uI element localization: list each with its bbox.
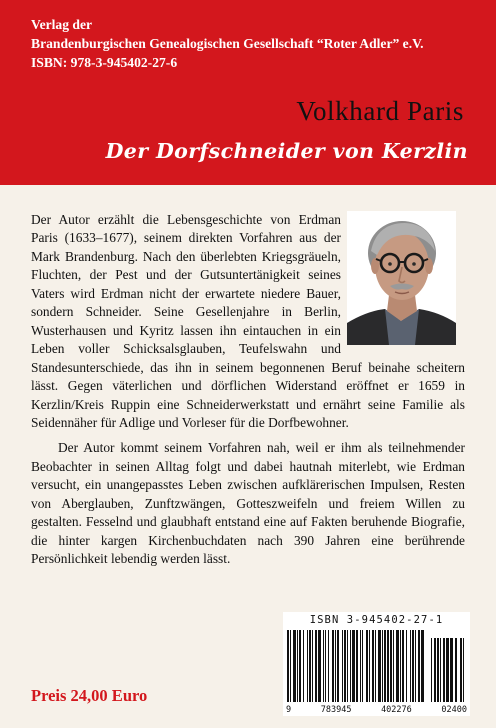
- barcode-bar: [303, 630, 304, 702]
- barcode-bar: [410, 630, 411, 702]
- barcode-bar: [312, 630, 313, 702]
- barcode-digits: [286, 705, 467, 715]
- barcode-bar: [393, 630, 394, 702]
- author-portrait-image: [347, 211, 456, 345]
- barcode-bar: [350, 630, 351, 702]
- publisher-info: [31, 15, 424, 72]
- barcode-addon-bar: [446, 638, 449, 702]
- barcode-bar: [337, 630, 339, 702]
- barcode-bar: [290, 630, 291, 702]
- barcode-bar: [342, 630, 343, 702]
- publisher-isbn: ISBN: 978-3-945402-27-6: [31, 55, 178, 70]
- publisher-line-2: Brandenburgischen Genealogischen Gesellschaft “Roter Adler” e.V.: [31, 36, 424, 51]
- barcode-bar: [412, 630, 414, 702]
- barcode-bar: [382, 630, 383, 702]
- barcode-addon-bar: [443, 638, 445, 702]
- author-photo: [347, 211, 456, 345]
- barcode-bar: [402, 630, 404, 702]
- barcode-bar: [335, 630, 336, 702]
- barcode-addon-bar: [450, 638, 453, 702]
- barcode-bar: [352, 630, 355, 702]
- barcode-bar: [356, 630, 358, 702]
- barcode-bar: [400, 630, 401, 702]
- barcode-bar: [299, 630, 301, 702]
- barcode-addon-bar: [434, 638, 436, 702]
- barcode-addon-bar: [437, 638, 439, 702]
- barcode-isbn-label: ISBN 3-945402-27-1: [309, 614, 444, 626]
- barcode-bar: [318, 630, 321, 702]
- barcode-bar: [421, 630, 424, 702]
- barcode-bar: [418, 630, 420, 702]
- barcode-bar: [325, 630, 326, 702]
- blurb-paragraph-1: Der Autor erzählt die Lebensgeschichte von Erdman Paris (1633–1677), seinem direkten Vorfahren aus der Mark Brandenburg. Nach den überlebten Kriegsgräueln, Fluchten, der Pest und der Gutsuntertänigkeit seines Vaters wird Erdman nicht der erwartete niedere Bauer, sondern Schneider. Seine Gesellenjahre in Berlin, Wusterhausen und Kyritz lassen ihn eintauchen in ein Leben voller Schicksalsglauben, Teufelswahn und Standesunterschiede, das ihn in seinem begonnenen Beruf beinahe scheitern lässt. Gegen väterlichen und dörflichen Widerstand eröffnet er 1659 in Kerzlin/Kreis Ruppin eine Schneiderwerkstatt und ernährt seine Familie als Seidennäher für Adlige und Vorleser für die Dorfbewohner.: [31, 212, 465, 430]
- author-name: Volkhard Paris: [296, 96, 464, 126]
- barcode-digits-right: 402276: [381, 705, 412, 715]
- barcode-digits-addon: 02400: [441, 705, 467, 715]
- barcode-bar: [366, 630, 368, 702]
- barcode-bar: [406, 630, 407, 702]
- barcode-bar: [375, 630, 376, 702]
- barcode-bar: [332, 630, 334, 702]
- barcode-bar: [390, 630, 392, 702]
- blurb-paragraph-2: Der Autor kommt seinem Vorfahren nah, weil er ihm als teilnehmender Beobachter in seinen Alltag folgt und dabei hautnah miterlebt, wie Erdman versucht, ein unangepasstes Leben zwischen aufklärerischen Impulsen, Resten von Aberglauben, Zunftzwängen, Gotteszweifeln und freiem Willen zu gestalten. Fesselnd und glaubhaft entstand eine auf Fakten beruhende Biografie, die hinter kargen Kirchenbuchdaten nach 390 Jahren eine berührende Persönlichkeit lebendig werden lässt.: [31, 440, 465, 567]
- barcode-addon-bar: [460, 638, 462, 702]
- barcode-digits-left: 783945: [320, 705, 352, 715]
- barcode-bar: [415, 630, 416, 702]
- barcode-bar: [293, 630, 296, 702]
- barcode-bar: [362, 630, 363, 702]
- barcode-digit-lead: 9: [286, 705, 292, 715]
- barcode-bar: [396, 630, 399, 702]
- price-label: Preis 24,00 Euro: [31, 686, 148, 705]
- barcode-bar: [287, 630, 289, 702]
- barcode-bar: [309, 630, 311, 702]
- barcode-bar: [307, 630, 308, 702]
- barcode-bar: [372, 630, 374, 702]
- barcode-bar: [315, 630, 317, 702]
- barcode-bar: [297, 630, 298, 702]
- barcode-bar: [328, 630, 329, 702]
- publisher-line-1: Verlag der: [31, 17, 93, 32]
- barcode-bar: [387, 630, 389, 702]
- isbn-barcode: [283, 612, 470, 716]
- barcode-bar: [369, 630, 370, 702]
- barcode-bar: [384, 630, 386, 702]
- barcode-bar: [344, 630, 346, 702]
- book-title: Der Dorfschneider von Kerzlin: [105, 139, 468, 163]
- barcode-addon-bar: [463, 638, 464, 702]
- barcode-addon-bar: [455, 638, 457, 702]
- barcode-bar: [360, 630, 361, 702]
- barcode-bar: [323, 630, 324, 702]
- barcode-bars: [287, 630, 466, 704]
- red-header-band: [0, 0, 496, 185]
- barcode-addon-bar: [440, 638, 441, 702]
- barcode-bar: [378, 630, 381, 702]
- barcode-addon-bar: [431, 638, 432, 702]
- barcode-bar: [347, 630, 348, 702]
